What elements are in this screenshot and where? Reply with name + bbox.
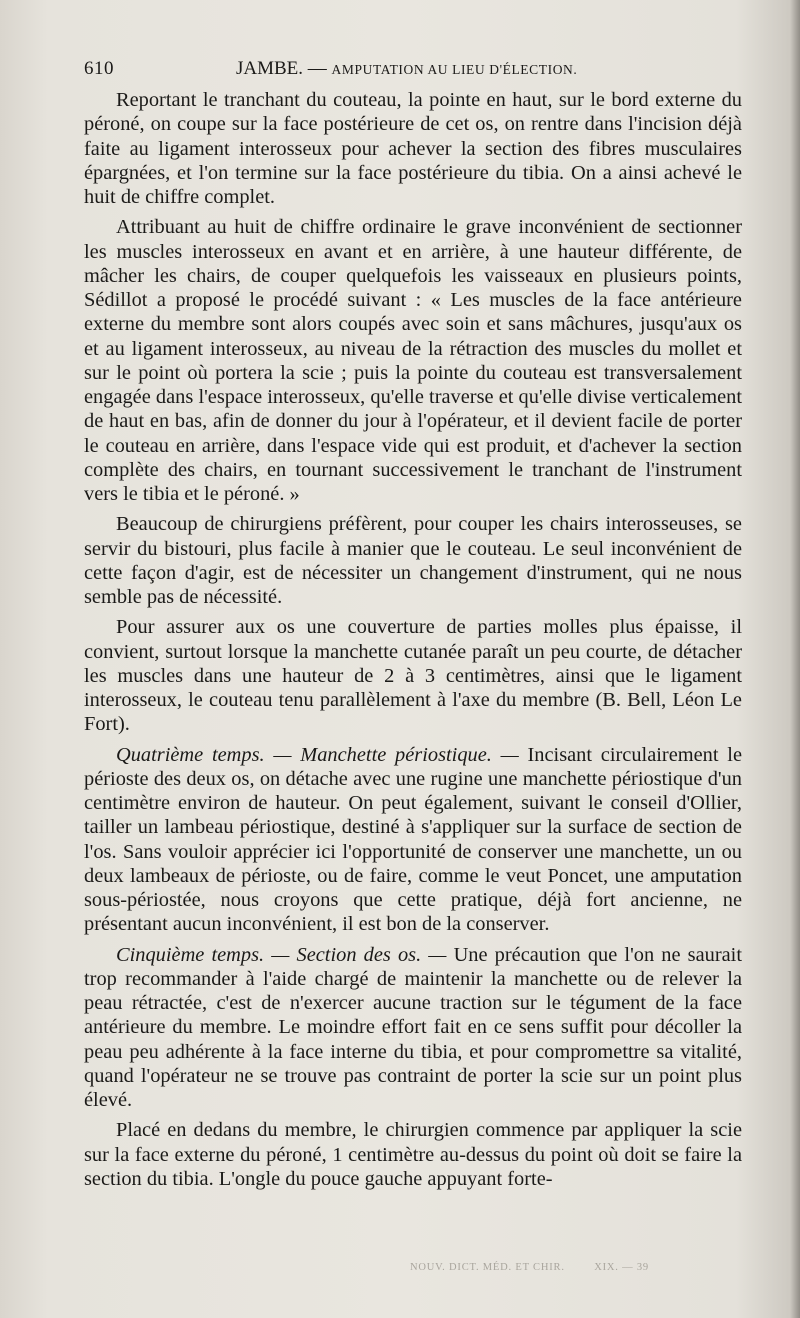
paragraph-body: Une précaution que l'on ne saurait trop recommander à l'aide chargé de maintenir la manchette ou de relever la peau rétractée, c'est de n'exercer aucune traction sur le tégument de la face antérieure du membre. Le moindre effort fait en ce sens suffit pour décoller la peau peu adhérente à la face interne du tibia, et pour compromettre sa vitalité, quand l'opérateur ne se trouve pas contraint de porter la scie sur un point plus élevé. — [84, 943, 742, 1111]
page-gutter-shadow — [790, 0, 800, 1318]
paragraph-body: Incisant circulairement le périoste des deux os, on détache avec une rugine une manchette périostique d'un centimètre environ de hauteur. On peut également, suivant le conseil d'Ollier, tailler un lambeau périostique, destiné à s'appliquer sur la surface de section de l'os. Sans vouloir apprécier ici l'opportunité de conserver une manchette, un ou deux lambeaux de périoste, ou de faire, comme le veut Poncet, une amputation sous-périostée, nous croyons que cette pratique, déjà fort ancienne, ne présentant aucun inconvénient, il est bon de la conserver. — [84, 743, 742, 936]
page-number: 610 — [84, 58, 114, 79]
paragraph: Pour assurer aux os une couverture de parties molles plus épaisse, il convient, surtout lorsque la manchette cutanée paraît un peu courte, de détacher les muscles dans une hauteur de 2 à 3 centimètres, ainsi que le ligament interosseux, le couteau tenu parallèlement à l'axe du membre (B. Bell, Léon Le Fort). — [84, 616, 742, 736]
running-header — [84, 58, 744, 88]
running-title-subtitle: AMPUTATION AU LIEU D'ÉLECTION. — [331, 62, 578, 77]
running-title-main: JAMBE. — [236, 58, 304, 79]
paragraph-with-heading — [84, 943, 742, 1113]
footer-series: NOUV. DICT. MÉD. ET CHIR. — [410, 1262, 565, 1273]
paragraph: Placé en dedans du membre, le chirurgien commence par appliquer la scie sur la face externe du péroné, 1 centimètre au-dessus du point où doit se faire la section du tibia. L'ongle du pouce gauche appuyant forte- — [84, 1119, 742, 1190]
section-heading-quatrieme-temps: Quatrième temps. — Manchette périostique. — — [116, 743, 519, 766]
running-title-dash: — — [307, 58, 327, 79]
running-title — [236, 58, 577, 80]
paragraph: Attribuant au huit de chiffre ordinaire le grave inconvénient de sectionner les muscles interosseux en avant et en arrière, à une hauteur différente, de mâcher les chairs, de couper quelquefois les vaisseaux en plusieurs points, Sédillot a proposé le procédé suivant : « Les muscles de la face antérieure externe du membre sont alors coupés avec soin et sans mâchures, jusqu'aux os et au ligament interosseux, au niveau de la rétraction des muscles du mollet et sur le point où portera la scie ; puis la pointe du couteau est transversalement engagée dans l'espace interosseux, qu'elle traverse et qu'elle divise verticalement de haut en bas, afin de donner du jour à l'opérateur, et il devient facile de porter le couteau en arrière, dans l'espace vide qui est produit, et d'achever la section complète des chairs, en tournant successivement le tranchant de l'instrument vers le tibia et le péroné. » — [84, 216, 742, 505]
signature-footer — [410, 1262, 675, 1273]
footer-volume: XIX. — 39 — [594, 1262, 649, 1273]
section-heading-cinquieme-temps: Cinquième temps. — Section des os. — — [116, 943, 447, 966]
paragraph: Reportant le tranchant du couteau, la pointe en haut, sur le bord externe du péroné, on coupe sur la face postérieure de cet os, on rentre dans l'incision déjà faite au ligament interosseux pour achever la section des fibres musculaires épargnées, et l'on termine sur la face postérieure du tibia. On a ainsi achevé le huit de chiffre complet. — [84, 89, 742, 208]
paragraph: Beaucoup de chirurgiens préfèrent, pour couper les chairs interosseuses, se servir du bistouri, plus facile à manier que le couteau. Le seul inconvénient de cette façon d'agir, est de nécessiter un changement d'instrument, qui ne nous semble pas de nécessité. — [84, 513, 742, 608]
paragraph-with-heading — [84, 743, 742, 937]
body-text — [84, 88, 742, 1197]
